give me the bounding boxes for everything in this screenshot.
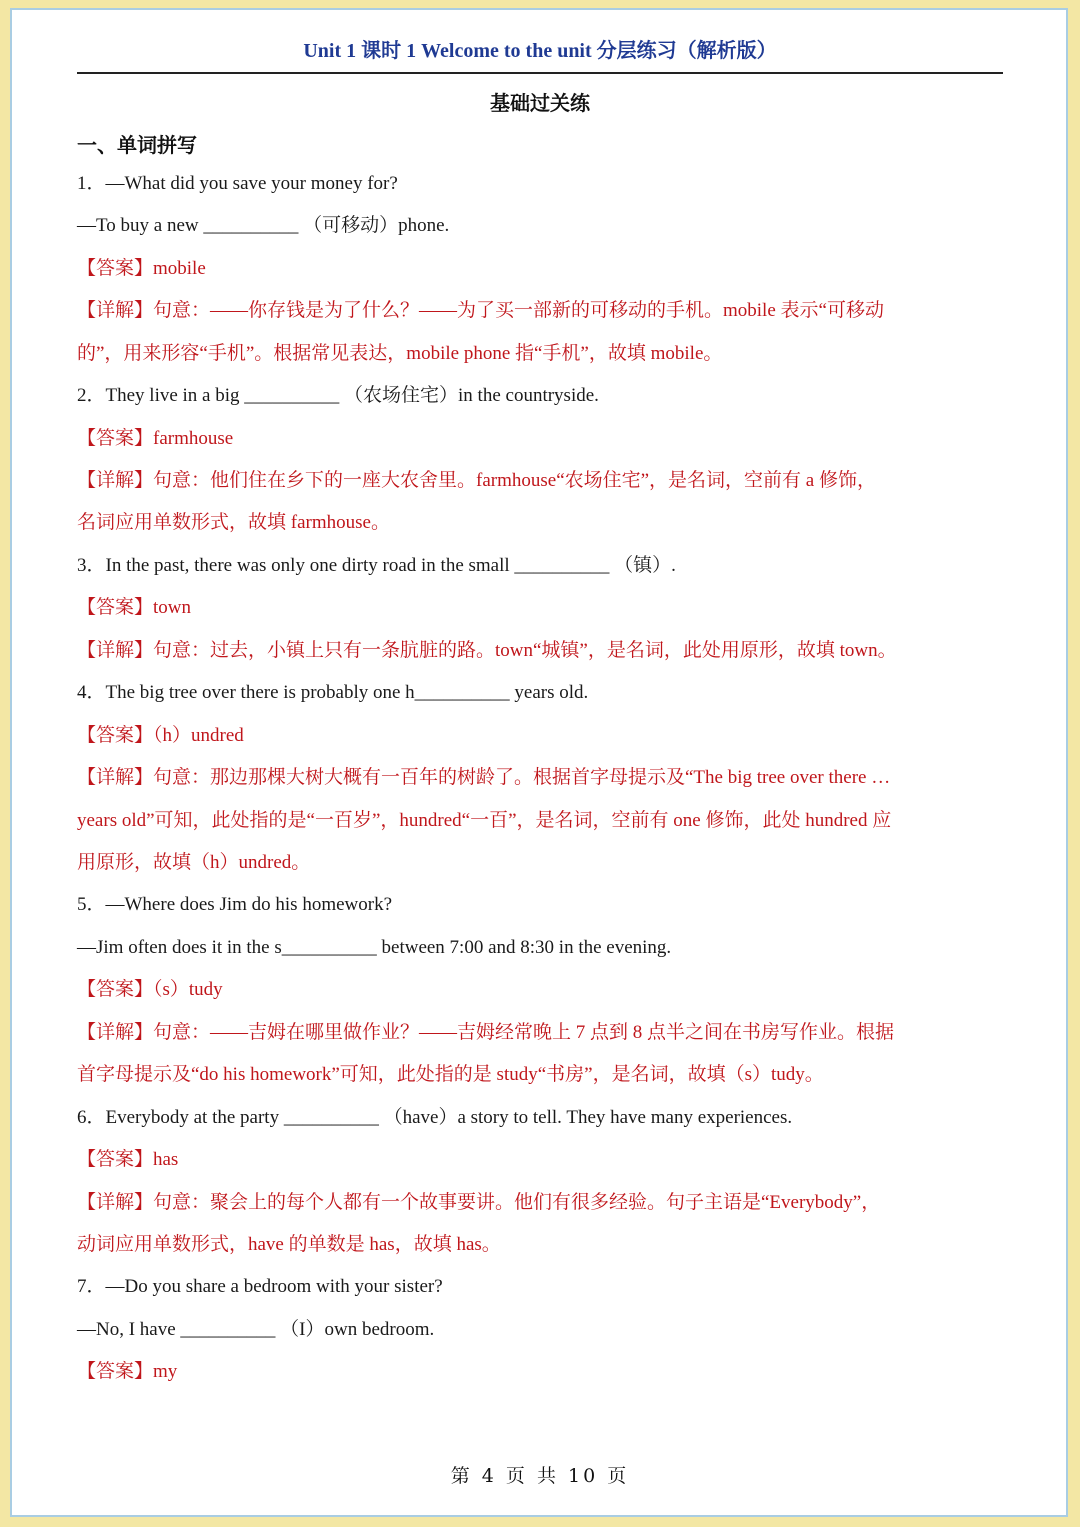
answer-line: 【答案】has (77, 1149, 179, 1170)
answer-line: 【答案】（s）tudy (77, 979, 223, 1000)
question-line: 6．Everybody at the party __________ （have）a story to tell. They have many experiences. (77, 1107, 793, 1128)
question-line: 7．—Do you share a bedroom with your sister? (77, 1276, 443, 1297)
section-title: 基础过关练 (490, 91, 590, 115)
explanation-line: 【详解】句意：聚会上的每个人都有一个故事要讲。他们有很多经验。句子主语是“Everybody”， (77, 1192, 881, 1213)
question-line: 2．They live in a big __________ （农场住宅）in the countryside. (77, 385, 599, 406)
explanation-line: 首字母提示及“do his homework”可知，此处指的是 study“书房”，是名词，故填（s）tudy。 (77, 1064, 824, 1085)
explanation-line: 动词应用单数形式，have 的单数是 has，故填 has。 (77, 1234, 501, 1255)
answer-line: 【答案】my (77, 1361, 178, 1382)
question-line: 5．—Where does Jim do his homework? (77, 894, 393, 915)
explanation-line: 的”，用来形容“手机”。根据常见表达，mobile phone 指“手机”，故填 mobile。 (77, 343, 723, 364)
answer-line: 【答案】town (77, 597, 192, 618)
question-line: 4．The big tree over there is probably one h__________ years old. (77, 682, 589, 703)
question-line: —To buy a new __________ （可移动）phone. (77, 215, 450, 236)
question-line: —No, I have __________ （I）own bedroom. (77, 1319, 435, 1340)
explanation-line: 名词应用单数形式，故填 farmhouse。 (77, 512, 390, 533)
explanation-line: 【详解】句意：——你存钱是为了什么？——为了买一部新的可移动的手机。mobile 表示“可移动 (77, 300, 884, 321)
explanation-line: 【详解】句意：他们住在乡下的一座大农舍里。farmhouse“农场住宅”，是名词，空前有 a 修饰， (77, 470, 876, 491)
answer-line: 【答案】（h）undred (77, 725, 244, 746)
explanation-line: 用原形，故填（h）undred。 (77, 852, 311, 873)
explanation-line: 【详解】句意：——吉姆在哪里做作业？——吉姆经常晚上 7 点到 8 点半之间在书房写作业。根据 (77, 1022, 895, 1043)
explanation-line: 【详解】句意：那边那棵大树大概有一百年的树龄了。根据首字母提示及“The big tree over there … (77, 767, 891, 788)
document-header-title: Unit 1 课时 1 Welcome to the unit 分层练习（解析版） (303, 40, 777, 62)
question-line: —Jim often does it in the s__________ between 7:00 and 8:30 in the evening. (77, 937, 672, 958)
question-line: 3．In the past, there was only one dirty road in the small __________ （镇）. (77, 555, 676, 576)
header-divider (77, 72, 1003, 74)
answer-line: 【答案】farmhouse (77, 428, 234, 449)
question-line: 1．—What did you save your money for? (77, 173, 398, 194)
answer-line: 【答案】mobile (77, 258, 206, 279)
page-number-footer: 第 4 页 共 10 页 (450, 1465, 630, 1487)
explanation-line: 【详解】句意：过去，小镇上只有一条肮脏的路。town“城镇”，是名词，此处用原形，故填 town。 (77, 640, 897, 661)
subsection-title: 一、单词拼写 (77, 133, 197, 157)
explanation-line: years old”可知，此处指的是“一百岁”，hundred“一百”，是名词，空前有 one 修饰，此处 hundred 应 (77, 810, 892, 831)
